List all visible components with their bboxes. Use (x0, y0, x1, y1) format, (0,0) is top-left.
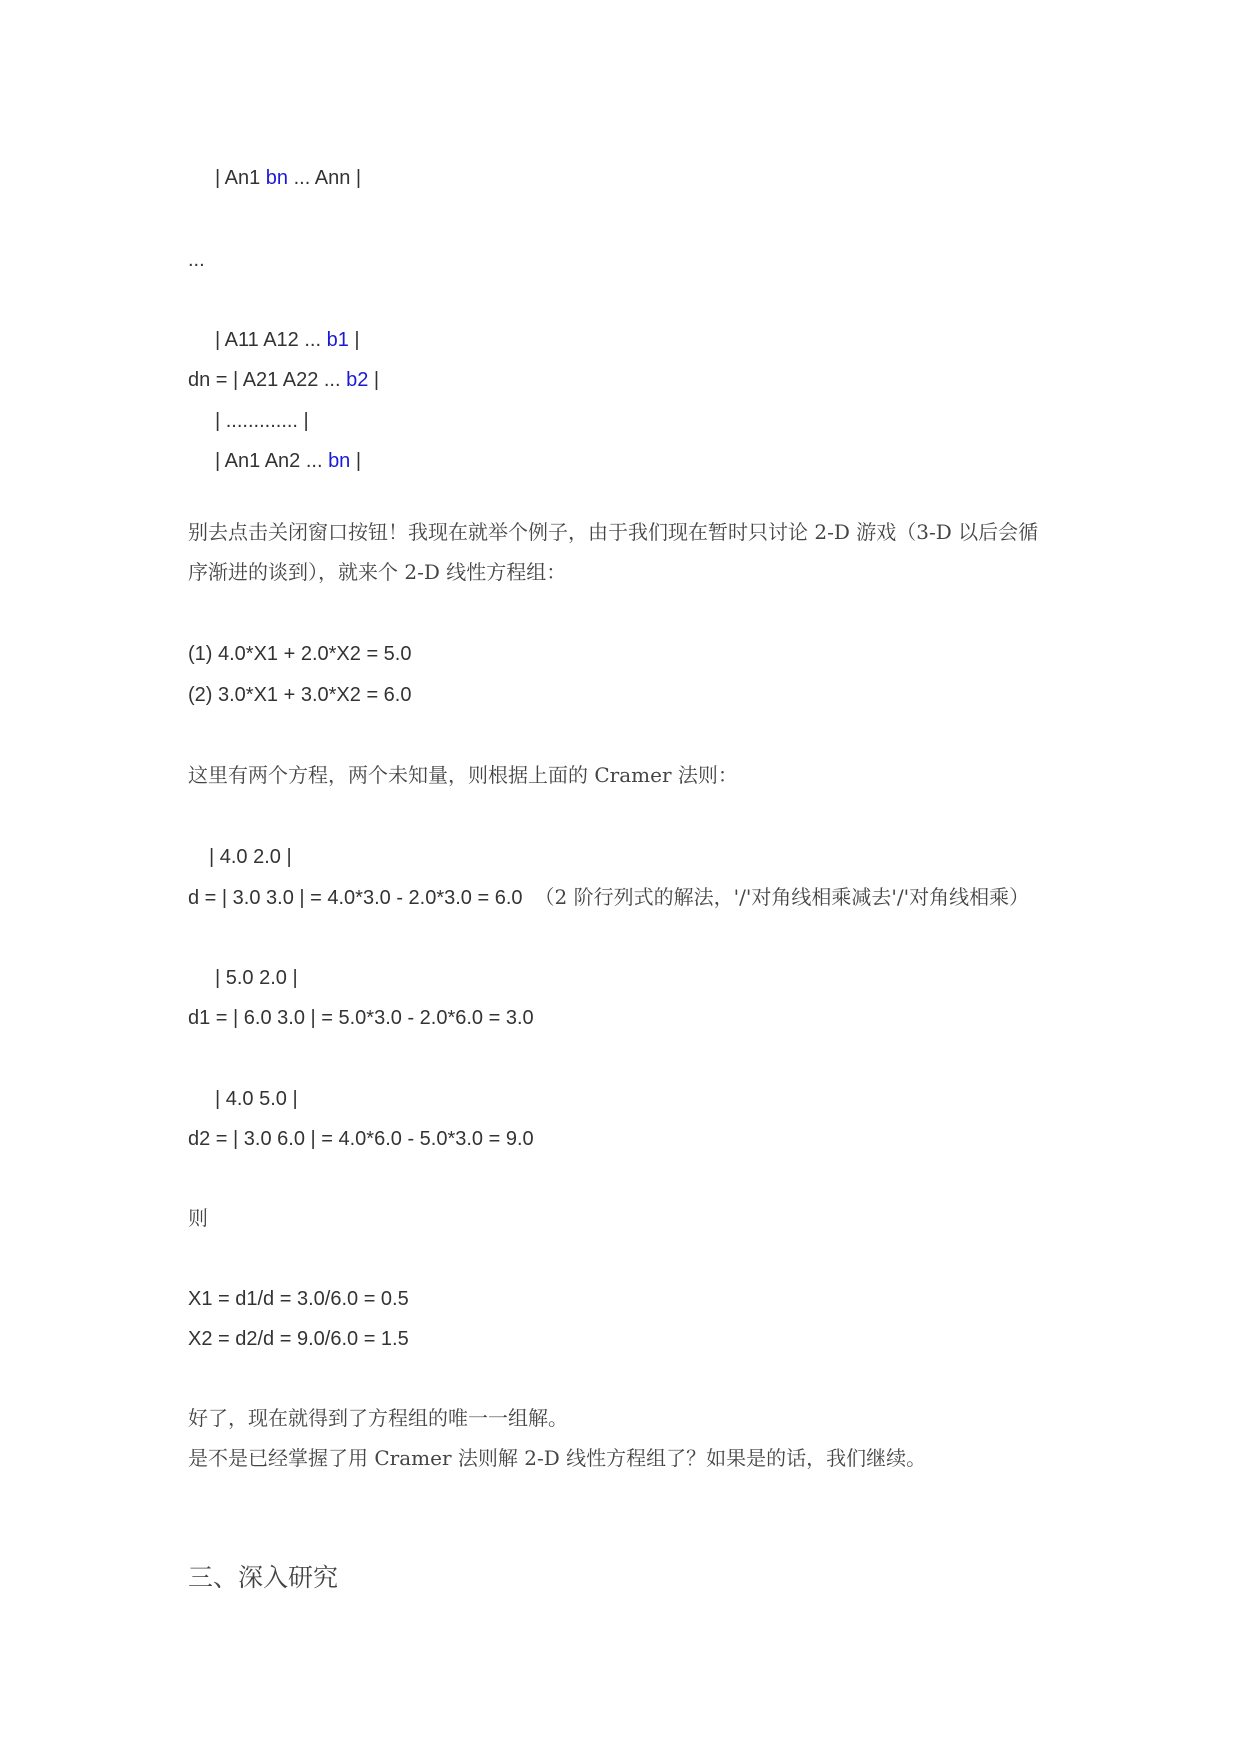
det-d-row-2 (188, 883, 1029, 912)
equation-1: (1) 4.0*X1 + 2.0*X2 = 5.0 (188, 643, 412, 665)
det-d-row-1: | 4.0 2.0 | (209, 846, 292, 868)
matrix-text: | An1 An2 ... (215, 450, 329, 472)
matrix-text: dn = | A21 A22 ... (188, 369, 347, 391)
paragraph-conclusion-line-2: 是不是已经掌握了用 Cramer 法则解 2-D 线性方程组了？如果是的话，我们继续。 (188, 1446, 927, 1470)
solution-x1: X1 = d1/d = 3.0/6.0 = 0.5 (188, 1288, 409, 1310)
paragraph-example-line-1: 别去点击关闭窗口按钮！我现在就举个例子，由于我们现在暂时只讨论 2-D 游戏（3-D 以后会循 (188, 520, 1039, 544)
dn-matrix-row-1 (215, 326, 360, 354)
dn-matrix-top-row-n (215, 164, 361, 192)
matrix-text: ... Ann | (288, 167, 362, 189)
matrix-highlight: bn (265, 167, 289, 189)
then-label: 则 (188, 1206, 208, 1230)
paragraph-cramer-intro: 这里有两个方程，两个未知量，则根据上面的 Cramer 法则： (188, 763, 738, 787)
solution-x2: X2 = d2/d = 9.0/6.0 = 1.5 (188, 1328, 409, 1350)
det-d1-row-1: | 5.0 2.0 | (215, 967, 298, 989)
matrix-highlight: b2 (346, 369, 369, 391)
ellipsis: ... (188, 249, 205, 271)
matrix-highlight: bn (328, 450, 351, 472)
matrix-text: | (348, 329, 360, 351)
det-d-expression: d = | 3.0 3.0 | = 4.0*3.0 - 2.0*3.0 = 6.0 (188, 887, 523, 909)
det-d2-row-2: d2 = | 3.0 6.0 | = 4.0*6.0 - 5.0*3.0 = 9.0 (188, 1128, 534, 1150)
dn-matrix-row-3: | ............. | (215, 410, 309, 432)
dn-matrix-row-4 (215, 447, 361, 475)
section-heading: 三、深入研究 (188, 1563, 339, 1592)
paragraph-example-line-2: 序渐进的谈到），就来个 2-D 线性方程组： (188, 560, 567, 584)
matrix-text: | A11 A12 ... (215, 329, 327, 351)
matrix-text: | (350, 450, 362, 472)
equation-2: (2) 3.0*X1 + 3.0*X2 = 6.0 (188, 684, 412, 706)
det-d-note: （2 阶行列式的解法，'/'对角线相乘减去'/'对角线相乘） (534, 885, 1030, 909)
matrix-text: | (368, 369, 380, 391)
dn-matrix-row-2 (188, 366, 379, 394)
det-d2-row-1: | 4.0 5.0 | (215, 1088, 298, 1110)
det-d1-row-2: d1 = | 6.0 3.0 | = 5.0*3.0 - 2.0*6.0 = 3.0 (188, 1007, 534, 1029)
matrix-text: | An1 (215, 167, 266, 189)
paragraph-conclusion-line-1: 好了，现在就得到了方程组的唯一一组解。 (188, 1406, 568, 1430)
matrix-highlight: b1 (326, 329, 349, 351)
